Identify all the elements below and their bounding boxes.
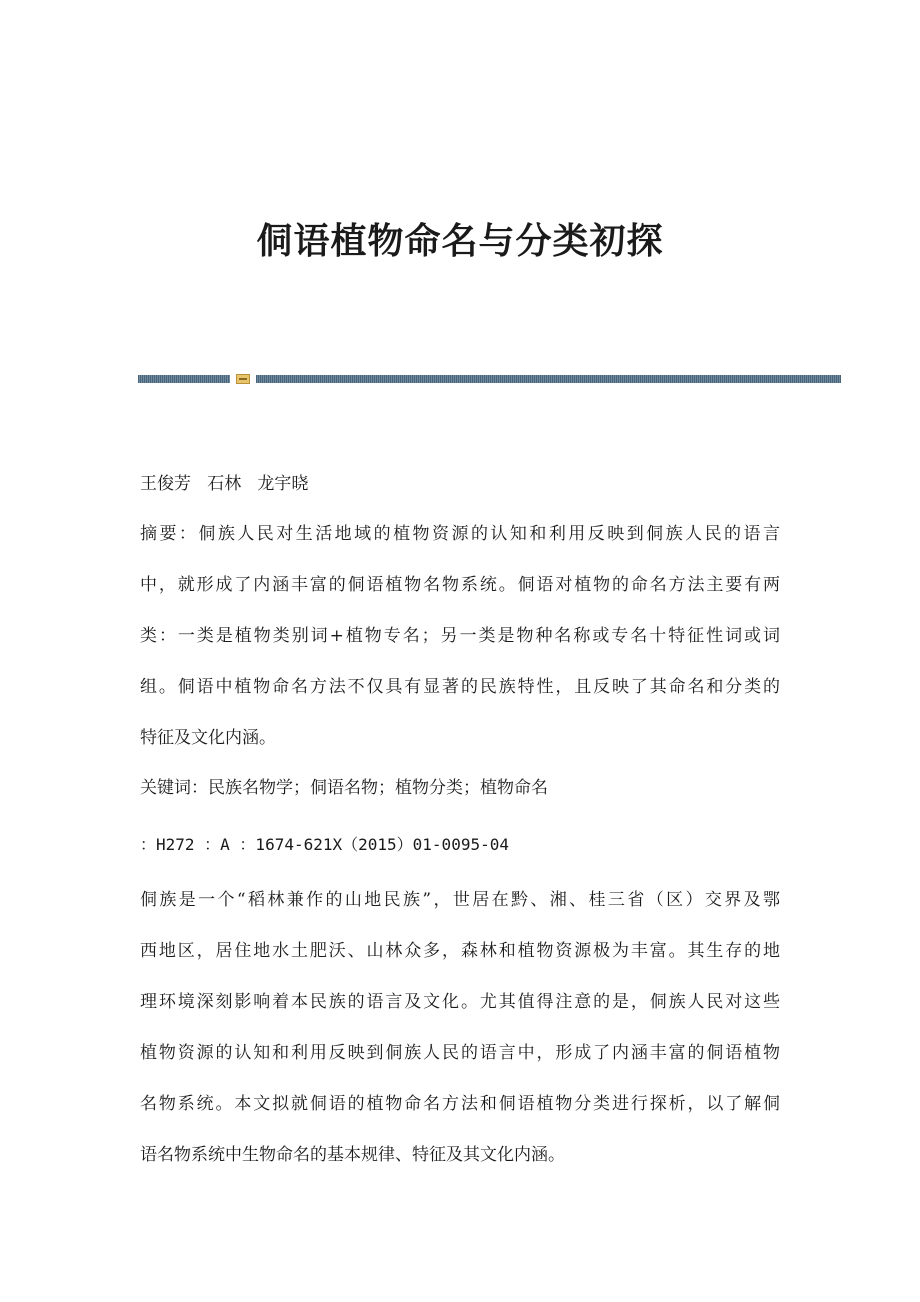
abstract-line: 中，就形成了内涵丰富的侗语植物名物系统。侗语对植物的命名方法主要有两	[140, 575, 780, 595]
document-title: 侗语植物命名与分类初探	[256, 220, 664, 262]
keywords: 关键词：民族名物学；侗语名物；植物分类；植物命名	[140, 778, 548, 798]
divider-bar-right	[256, 375, 841, 383]
divider-ornament-icon	[236, 374, 250, 384]
body-line: 西地区，居住地水土肥沃、山林众多，森林和植物资源极为丰富。其生存的地	[140, 941, 780, 961]
document-body	[140, 466, 780, 1173]
classification-codes: ：H272 ：A ：1674-621X（2015）01-0095-04	[140, 835, 509, 854]
abstract	[140, 516, 780, 756]
title-divider	[138, 374, 841, 384]
abstract-line: 特征及文化内涵。	[140, 728, 276, 748]
body-paragraph	[140, 882, 780, 1173]
author-list: 王俊芳 石林 龙宇晓	[140, 474, 309, 494]
divider-bar-left	[138, 375, 230, 383]
body-line: 理环境深刻影响着本民族的语言及文化。尤其值得注意的是，侗族人民对这些	[140, 992, 780, 1012]
body-line: 侗族是一个“稻林兼作的山地民族”，世居在黔、湘、桂三省（区）交界及鄂	[140, 890, 780, 910]
body-line: 植物资源的认知和利用反映到侗族人民的语言中，形成了内涵丰富的侗语植物	[140, 1043, 780, 1063]
body-line: 语名物系统中生物命名的基本规律、特征及其文化内涵。	[140, 1145, 565, 1165]
abstract-line: 类：一类是植物类别词+植物专名；另一类是物种名称或专名十特征性词或词	[140, 626, 780, 646]
abstract-line: 组。侗语中植物命名方法不仅具有显著的民族特性，且反映了其命名和分类的	[140, 677, 780, 697]
body-line: 名物系统。本文拟就侗语的植物命名方法和侗语植物分类进行探析，以了解侗	[140, 1094, 780, 1114]
abstract-line: 摘要：侗族人民对生活地域的植物资源的认知和利用反映到侗族人民的语言	[140, 524, 780, 544]
